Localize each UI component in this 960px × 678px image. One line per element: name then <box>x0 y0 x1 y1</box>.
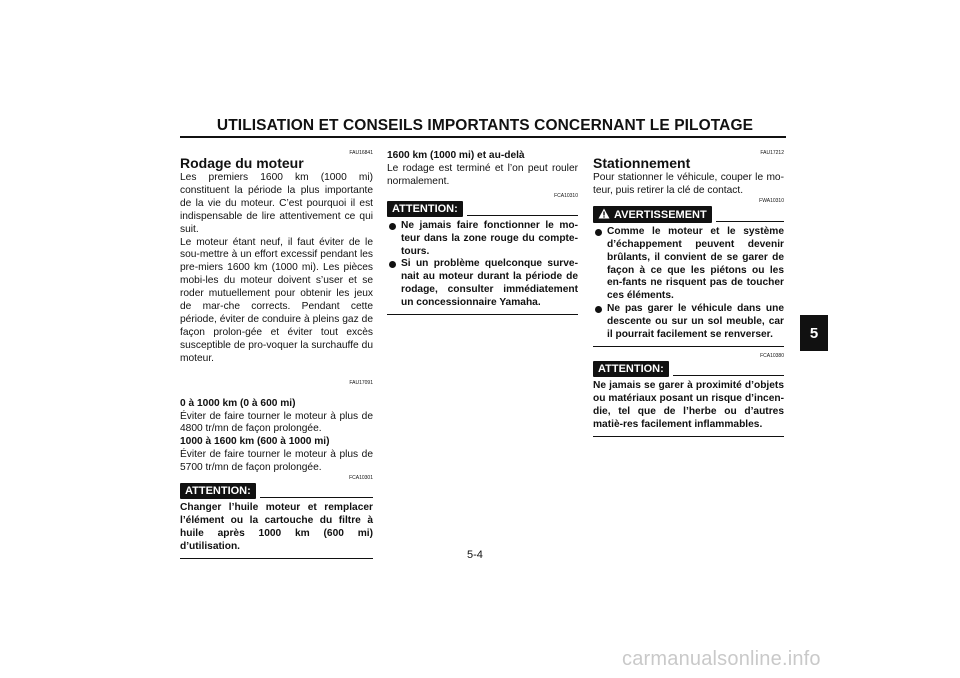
warning-notice <box>593 206 784 223</box>
paragraph: Éviter de faire tourner le moteur à plus de 4800 tr/mn de façon prolongée. <box>180 410 373 435</box>
list-item: Si un problème quelconque surve-nait au moteur durant la période de rodage, consulter immédiatement un concessionnaire Yamaha. <box>387 258 578 310</box>
attention-notice <box>180 483 373 499</box>
attention-text: Ne jamais se garer à proximité d’objets ou matériaux posant un risque d’incen-die, tel que de l’herbe ou d’autres matiè-res facilement inflammables. <box>593 379 784 430</box>
paragraph: Le moteur étant neuf, il faut éviter de le sou-mettre à un effort excessif pendant les pre-miers 1600 km (1000 mi). Les pièces mobi-les du moteur doivent s’user et se roder mutuellement pour obtenir les jeux de mar-che corrects. Pendant cette période, éviter de conduire à pleins gaz de façon prolon-gée et éviter tout excès susceptible de pro-voquer la surchauffe du moteur. <box>180 236 373 364</box>
notice-rule <box>467 215 578 216</box>
section-heading: Stationnement <box>593 155 691 171</box>
notice-bottom-rule <box>387 314 578 315</box>
column-3 <box>593 150 784 437</box>
list-item: Ne pas garer le véhicule dans une descente ou sur un sol meuble, car il pourrait facilement se renverser. <box>593 303 784 342</box>
section-heading: Rodage du moteur <box>180 155 304 171</box>
notice-bottom-rule <box>593 346 784 347</box>
bullet-icon <box>389 261 396 268</box>
page-number: 5-4 <box>467 549 483 561</box>
section-code: FAU17091 <box>349 379 373 386</box>
attention-notice <box>387 201 578 217</box>
warning-list <box>593 226 784 342</box>
watermark: carmanualsonline.info <box>622 648 821 670</box>
notice-rule <box>716 221 784 222</box>
list-item: Ne jamais faire fonctionner le mo-teur dans la zone rouge du compte-tours. <box>387 220 578 259</box>
subheading: 1000 à 1600 km (600 à 1000 mi) <box>180 436 330 448</box>
attention-label: ATTENTION: <box>180 483 256 499</box>
attention-label: ATTENTION: <box>387 201 463 217</box>
paragraph: Éviter de faire tourner le moteur à plus de 5700 tr/mn de façon prolongée. <box>180 449 373 474</box>
header-rule <box>180 136 786 138</box>
warning-triangle-icon <box>598 208 610 219</box>
attention-label: ATTENTION: <box>593 361 669 377</box>
list-item: Comme le moteur et le système d’échappement peuvent devenir brûlants, il convient de se garer de façon à ce que les piétons ou les en-fants ne risquent pas de toucher ces éléments. <box>593 226 784 303</box>
notice-bottom-rule <box>180 558 373 559</box>
subheading: 1600 km (1000 mi) et au-delà <box>387 150 525 161</box>
warning-label: AVERTISSEMENT <box>593 206 712 223</box>
attention-list <box>387 220 578 310</box>
page-title: UTILISATION ET CONSEILS IMPORTANTS CONCERNANT LE PILOTAGE <box>216 117 754 134</box>
notice-rule <box>673 375 784 376</box>
attention-notice <box>593 361 784 377</box>
notice-code: FCA10380 <box>760 352 784 359</box>
notice-rule <box>260 497 373 498</box>
section-code: FAU17212 <box>760 150 784 156</box>
chapter-tab[interactable]: 5 <box>800 315 828 351</box>
bullet-icon <box>595 306 602 313</box>
notice-bottom-rule <box>593 436 784 437</box>
notice-code: FCA10310 <box>554 192 578 199</box>
subheading: 0 à 1000 km (0 à 600 mi) <box>180 397 296 409</box>
column-2 <box>387 150 578 315</box>
bullet-icon <box>595 229 602 236</box>
column-1 <box>180 150 373 559</box>
attention-text: Changer l’huile moteur et remplacer l’élément ou la cartouche du filtre à huile après 1000 km (600 mi) d’utilisation. <box>180 502 373 552</box>
paragraph: Pour stationner le véhicule, couper le mo-teur, puis retirer la clé de contact. <box>593 172 784 196</box>
notice-code: FCA10301 <box>349 475 373 482</box>
paragraph: Les premiers 1600 km (1000 mi) constituent la période la plus importante de la vie du moteur. C’est pourquoi il est indispensable de lire attentivement ce qui suit. <box>180 172 373 235</box>
bullet-icon <box>389 223 396 230</box>
notice-code: FWA10310 <box>759 197 784 204</box>
paragraph: Le rodage est terminé et l’on peut rouler normalement. <box>387 162 578 187</box>
section-code: FAU16841 <box>349 150 373 156</box>
